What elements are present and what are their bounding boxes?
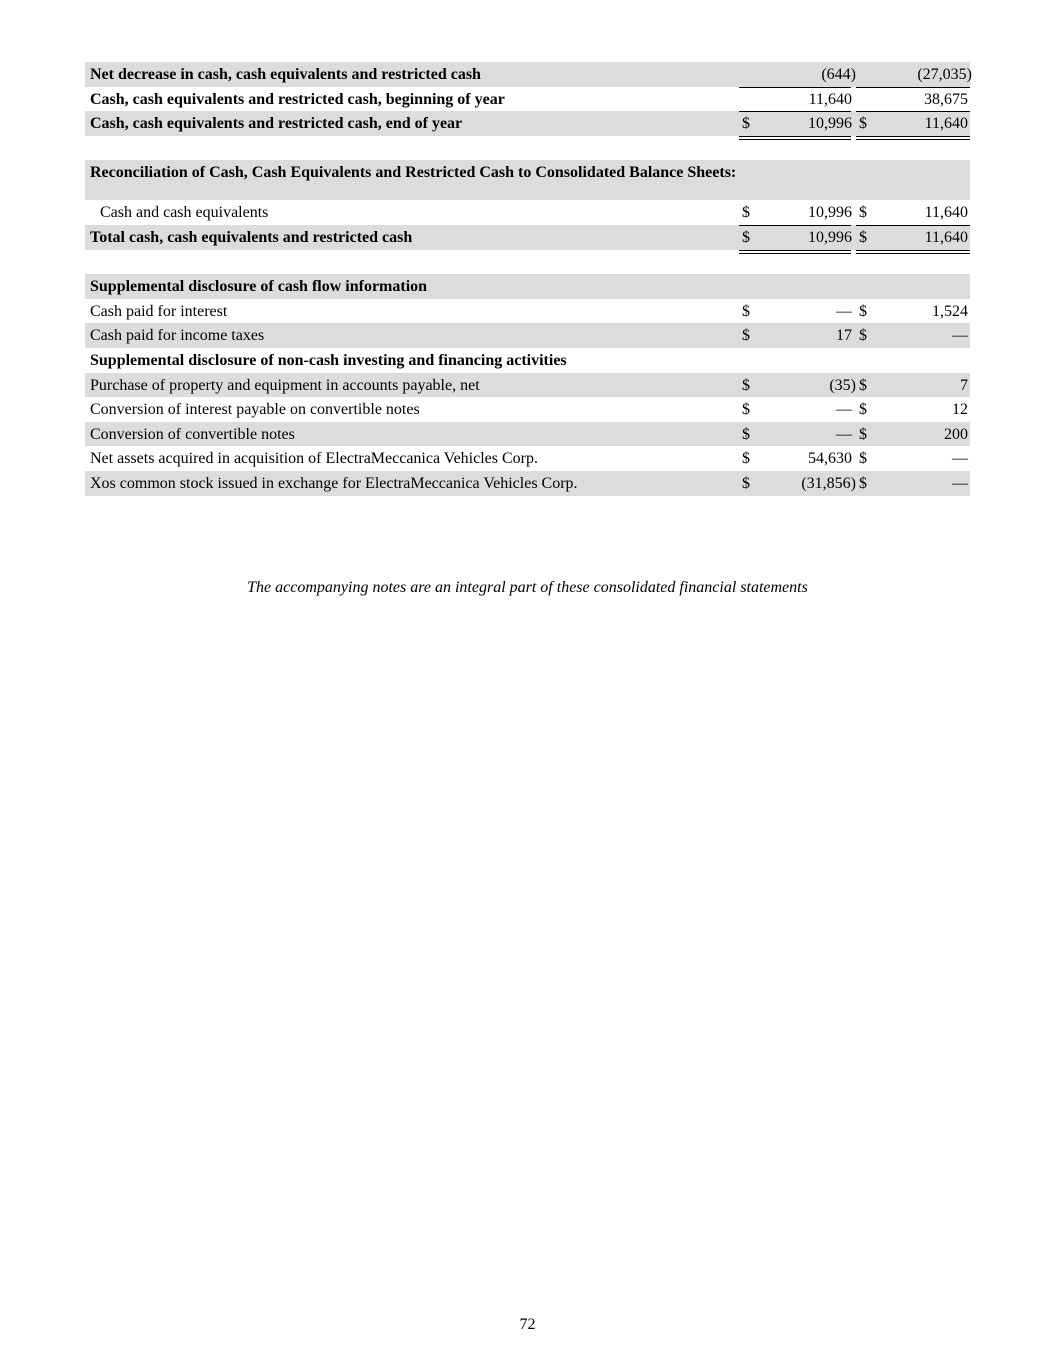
dollar-sign: $ (859, 376, 867, 394)
dollar-sign: $ (742, 376, 750, 394)
table-row-total-cash (85, 225, 970, 250)
dollar-sign: $ (742, 204, 750, 222)
table-row-conversion-convertible-notes (85, 422, 970, 447)
row-label: Xos common stock issued in exchange for ElectraMeccanica Vehicles Corp. (90, 474, 578, 492)
dollar-sign: $ (859, 401, 867, 419)
value-prior-year: 11,640 (924, 115, 968, 133)
row-label: Purchase of property and equipment in accounts payable, net (90, 376, 480, 394)
dollar-sign: $ (742, 450, 750, 468)
table-row-cash-paid-income-taxes (85, 323, 970, 348)
underline-rule (739, 225, 851, 226)
value-prior-year: (27,035) (917, 66, 972, 83)
row-label: Cash paid for interest (90, 302, 228, 320)
table-row-cash-and-equivalents (85, 200, 970, 225)
value-prior-year: 12 (952, 401, 968, 419)
value-prior-year: 200 (944, 425, 968, 443)
row-label: Net assets acquired in acquisition of ElectraMeccanica Vehicles Corp. (90, 450, 538, 468)
table-row-beginning-of-year (85, 87, 970, 112)
table-row-end-of-year (85, 111, 970, 136)
dollar-sign: $ (859, 204, 867, 222)
underline-rule (856, 111, 970, 112)
dollar-sign: $ (742, 401, 750, 419)
dollar-sign: $ (859, 474, 867, 492)
value-current-year: — (836, 401, 852, 419)
dollar-sign: $ (742, 327, 750, 345)
row-label: Conversion of interest payable on convertible notes (90, 401, 420, 419)
row-label: Cash, cash equivalents and restricted cash, end of year (90, 115, 463, 133)
value-current-year: 54,630 (808, 450, 852, 468)
value-current-year: (35) (829, 376, 856, 394)
value-current-year: 11,640 (808, 90, 852, 108)
section-heading-supplemental-cash-flow (85, 274, 970, 299)
row-label: Cash paid for income taxes (90, 327, 265, 345)
value-current-year: (644) (821, 66, 856, 83)
underline-rule (856, 87, 970, 88)
dollar-sign: $ (859, 302, 867, 320)
dollar-sign: $ (742, 302, 750, 320)
value-prior-year: 11,640 (924, 228, 968, 246)
table-row-net-assets-acquired (85, 446, 970, 471)
dollar-sign: $ (742, 474, 750, 492)
spacer (85, 136, 970, 161)
dollar-sign: $ (742, 228, 750, 246)
value-current-year: (31,856) (801, 474, 856, 492)
value-current-year: — (836, 425, 852, 443)
dollar-sign: $ (742, 115, 750, 133)
section-heading-non-cash-activities (85, 348, 970, 373)
value-current-year: 10,996 (808, 115, 852, 133)
value-current-year: 10,996 (808, 204, 852, 222)
table-row-conversion-interest-payable (85, 397, 970, 422)
section-heading-label: Supplemental disclosure of non-cash investing and financing activities (90, 351, 567, 369)
row-label: Total cash, cash equivalents and restricted cash (90, 228, 413, 246)
value-prior-year: 38,675 (924, 90, 968, 108)
footnote: The accompanying notes are an integral part of these consolidated financial statements (247, 579, 808, 596)
value-prior-year: 1,524 (932, 302, 968, 320)
dollar-sign: $ (859, 228, 867, 246)
row-label: Conversion of convertible notes (90, 425, 295, 443)
dollar-sign: $ (859, 115, 867, 133)
cash-flow-statement-table (85, 62, 970, 496)
table-row-common-stock-issued (85, 471, 970, 496)
value-current-year: 17 (836, 327, 852, 345)
value-prior-year: — (952, 474, 968, 492)
underline-rule (856, 225, 970, 226)
row-label: Cash, cash equivalents and restricted cash, beginning of year (90, 90, 505, 108)
table-row-cash-paid-interest (85, 299, 970, 324)
row-label: Net decrease in cash, cash equivalents and restricted cash (90, 66, 481, 83)
row-label: Cash and cash equivalents (100, 204, 269, 222)
dollar-sign: $ (859, 450, 867, 468)
underline-rule (739, 111, 851, 112)
page-number: 72 (519, 1316, 536, 1333)
table-row-net-decrease (85, 62, 970, 87)
section-heading-label: Reconciliation of Cash, Cash Equivalents and Restricted Cash to Consolidated Balance Sheets: (90, 164, 737, 182)
dollar-sign: $ (859, 327, 867, 345)
section-heading-label: Supplemental disclosure of cash flow information (90, 278, 428, 296)
value-prior-year: — (952, 450, 968, 468)
value-current-year: — (836, 302, 852, 320)
value-prior-year: 7 (960, 376, 968, 394)
value-prior-year: 11,640 (924, 204, 968, 222)
spacer (85, 250, 970, 275)
value-prior-year: — (952, 327, 968, 345)
section-heading-reconciliation (85, 160, 970, 200)
underline-rule (739, 87, 851, 88)
dollar-sign: $ (859, 425, 867, 443)
dollar-sign: $ (742, 425, 750, 443)
table-row-purchase-property (85, 373, 970, 398)
value-current-year: 10,996 (808, 228, 852, 246)
